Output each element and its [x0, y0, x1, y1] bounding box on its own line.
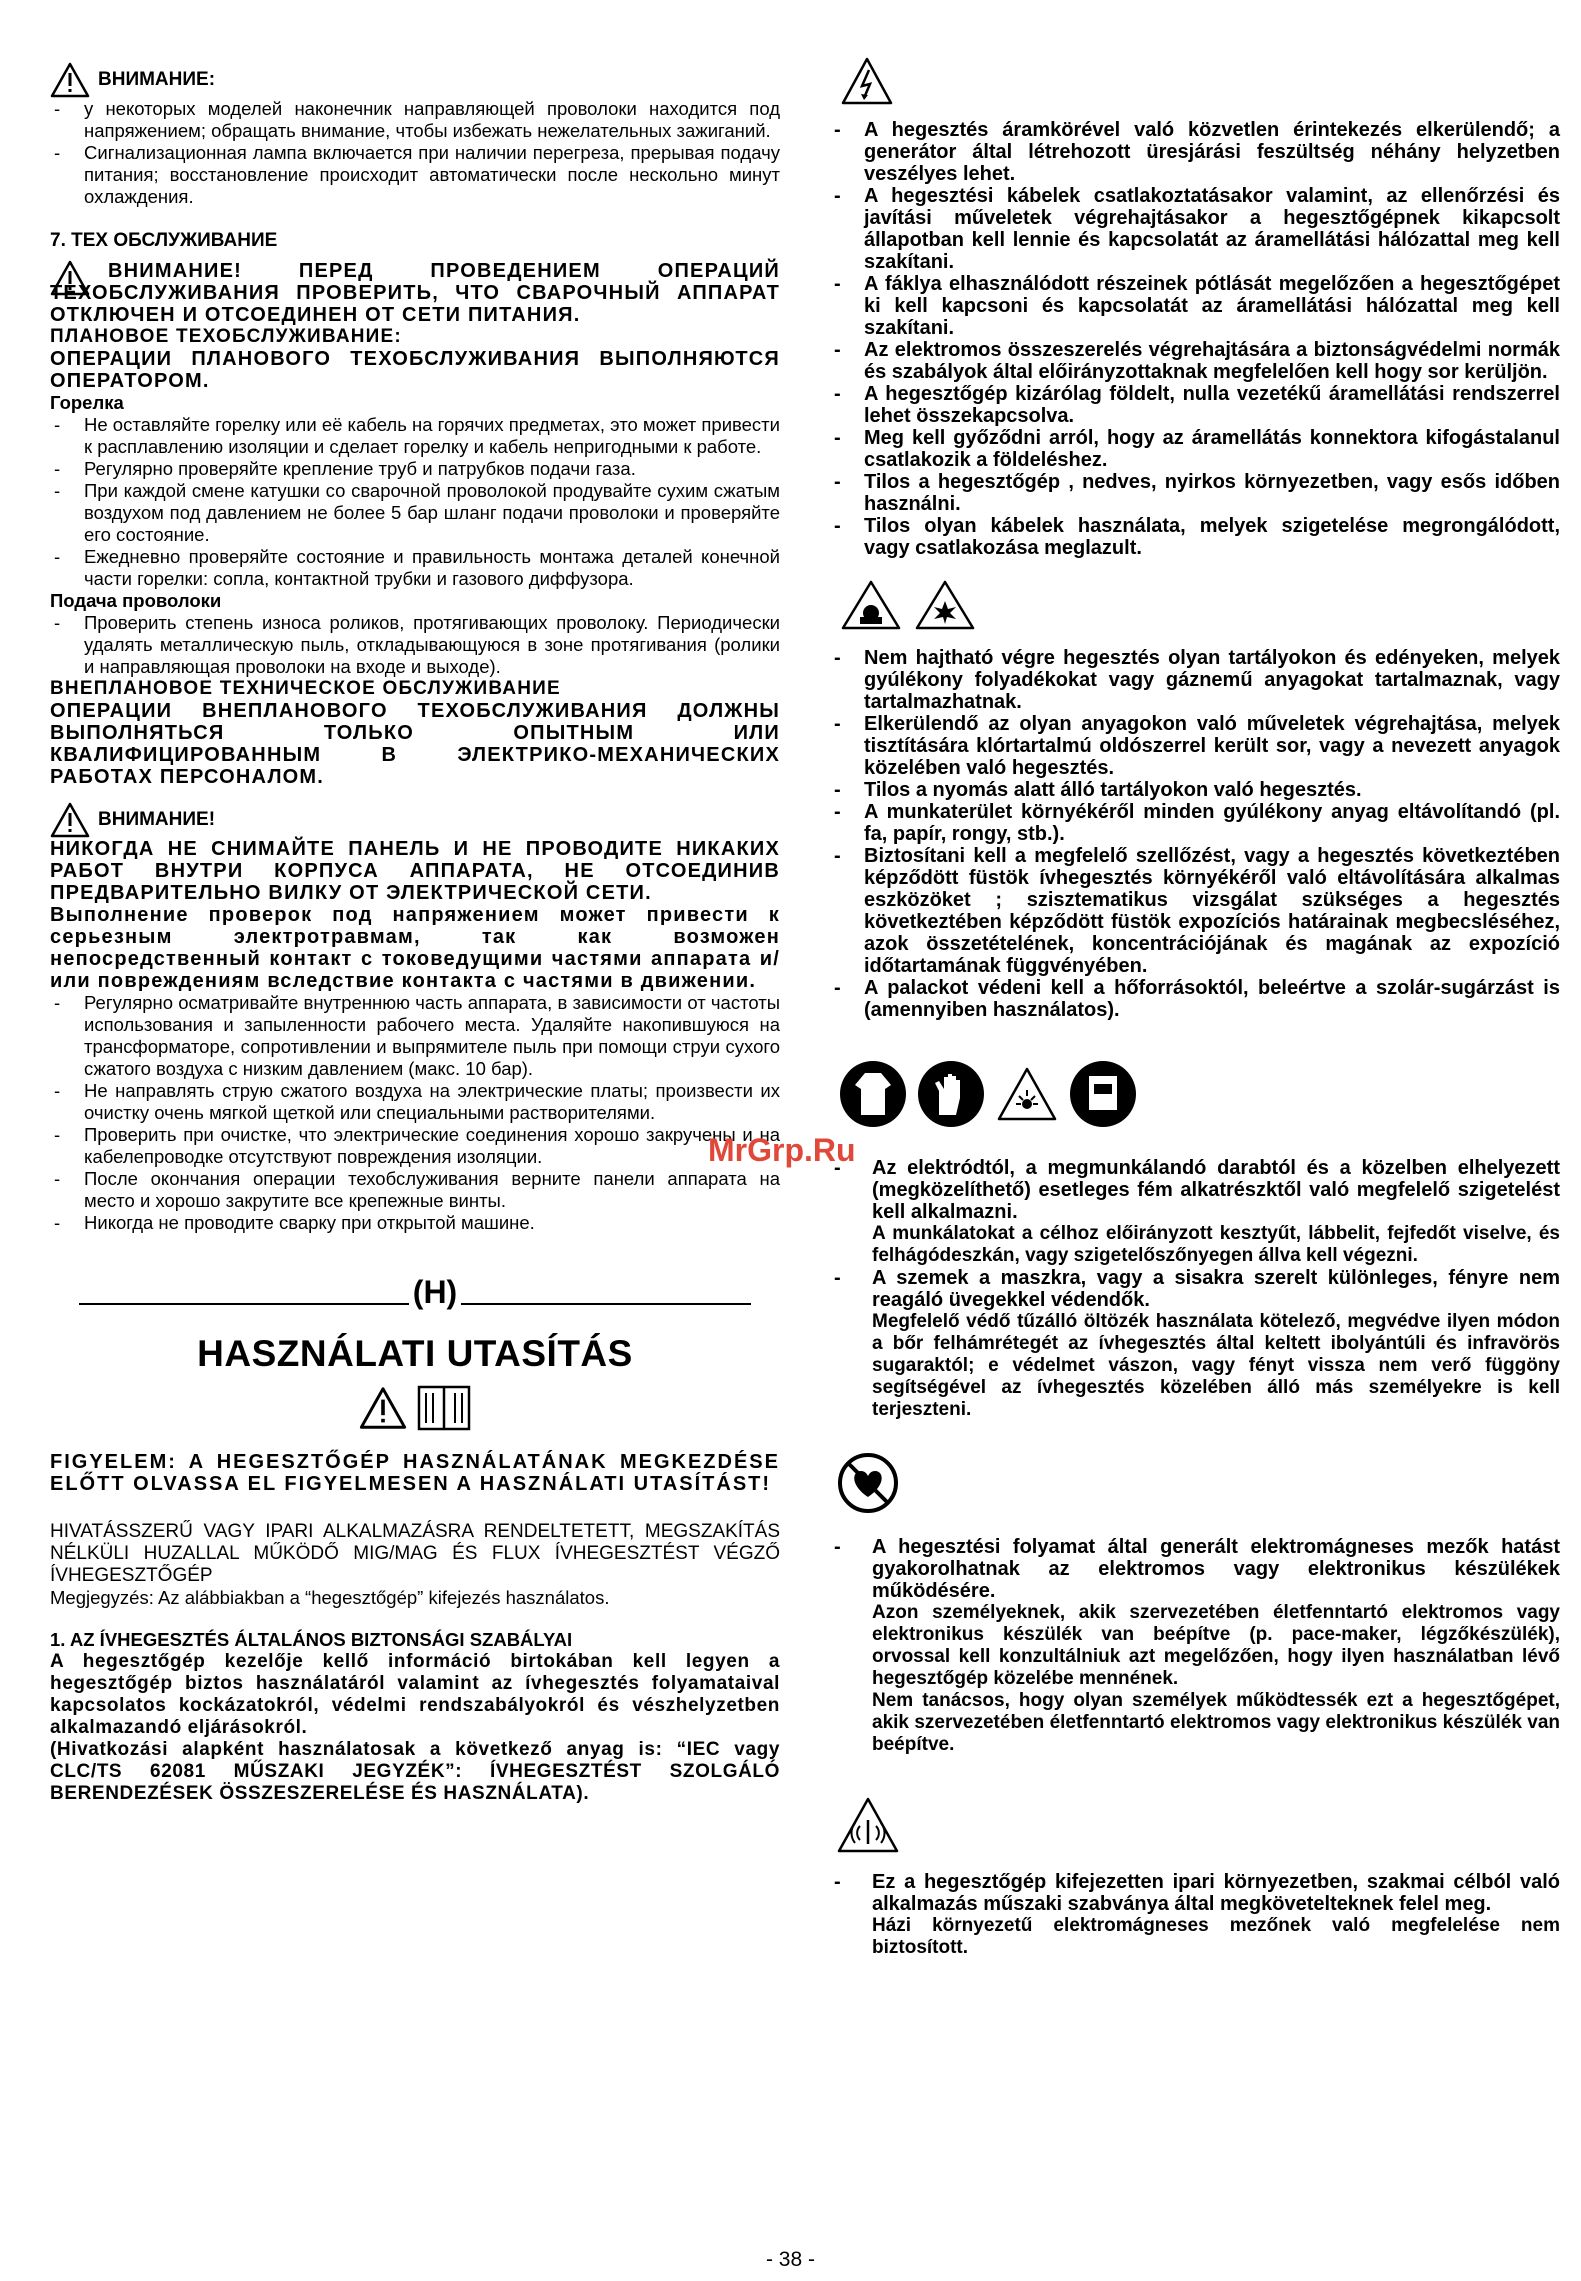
divider-line — [461, 1281, 751, 1305]
list-item: - Meg kell győződni arról, hogy az áramellátás konnektora kifogástalanul csatlakozik a földeléshez. — [830, 427, 1560, 471]
left-column — [50, 62, 780, 1805]
intro-text: HIVATÁSSZERŰ VAGY IPARI ALKALMAZÁSRA RENDELTETETT, MEGSZAKÍTÁS NÉLKÜLI HUZALLAL MŰKÖDŐ MIG/MAG ÉS FLUX ÍVHEGESZTÉST VÉGZŐ ÍVHEGESZTŐGÉP — [50, 1521, 780, 1586]
list-item: - При каждой смене катушки со сварочной проволокой продувайте сухим сжатым воздухом под давлением не более 5 бар шланг подачи проволоки и проверяйте его состояние. — [50, 480, 780, 546]
planned-maintenance-text: ОПЕРАЦИИ ПЛАНОВОГО ТЕХОБСЛУЖИВАНИЯ ВЫПОЛНЯЮТСЯ ОПЕРАТОРОМ. — [50, 348, 780, 392]
radiation-warning-icon — [996, 1063, 1058, 1125]
warning-triangle-icon — [50, 62, 90, 98]
fire-explosion-icons — [840, 579, 1560, 631]
electromagnetic-field-icon — [836, 1796, 900, 1854]
title-icons — [50, 1385, 780, 1431]
list-item: - После окончания операции техобслуживания верните панели аппарата на место и хорошо закрутите все крепежные винты. — [50, 1168, 780, 1212]
section-heading-maintenance: 7. ТЕХ ОБСЛУЖИВАНИЕ — [50, 230, 278, 251]
right-column — [830, 56, 1560, 1959]
warning-title: ВНИМАНИЕ! — [98, 809, 216, 830]
warning-header-2 — [50, 802, 780, 838]
list-item: - Biztosítani kell a megfelelő szellőzést, vagy a hegesztés következtében képződött füstök ívhegesztés környékéről való eltávolítására alkalmas eszközöket ; szisztematikus vizsgálat szükséges a hegesztés következtében képződött füstök expozíciós határainak megbecsléséhez, azok összetételének, koncentrációjának és magának az expozíció időtartamának függvényében. — [830, 845, 1560, 977]
pacemaker-prohibition-icon — [836, 1451, 900, 1515]
unplanned-maintenance-text: ОПЕРАЦИИ ВНЕПЛАНОВОГО ТЕХОБСЛУЖИВАНИЯ ДОЛЖНЫ ВЫПОЛНЯТЬСЯ ТОЛЬКО ОПЫТНЫМ ИЛИ КВАЛИФИЦИРОВАННЫМ В ЭЛЕКТРИКО-МЕХАНИЧЕСКИХ РАБОТАХ ПЕРСОНАЛОМ. — [50, 700, 780, 788]
warning-header-1 — [50, 62, 780, 98]
ppe-list — [830, 1157, 1560, 1421]
electric-shock-icon — [840, 56, 894, 106]
list-item: - A hegesztési kábelek csatlakoztatásakor valamint, az ellenőrzési és javítási műveletek végrehajtásakor a hegesztőgépnek kikapcsolt állapotban kell lennie és kapcsolatát az áramellátási hálózattal meg kell szakítani. — [830, 185, 1560, 273]
list-item: - Не направлять струю сжатого воздуха на электрические платы; произвести их очистку очень мягкой щеткой или специальными растворителями. — [50, 1080, 780, 1124]
list-item: - Az elektromos összeszerelés végrehajtására a biztonságvédelmi normák és szabályok által előirányzottaknak megfelelően kell hogy sor kerüljön. — [830, 339, 1560, 383]
fire-hazards-list — [830, 647, 1560, 1021]
maintenance-warning-text: ВНИМАНИЕ! ПЕРЕД ПРОВЕДЕНИЕМ ОПЕРАЦИЙ ТЕХОБСЛУЖИВАНИЯ ПРОВЕРИТЬ, ЧТО СВАРОЧНЫЙ АППАРАТ ОТКЛЮЧЕН И ОТСОЕДИНЕН ОТ СЕТИ ПИТАНИЯ. — [50, 260, 780, 326]
safety-intro-text: A hegesztőgép kezelője kellő információ birtokában kell legyen a hegesztőgép biztos használatáról valamint az ívhegesztés folyamataival kapcsolatos kockázatokról, védelmi rendszabályokról és vészhelyzetben alkalmazandó eljárásokról. — [50, 1651, 780, 1738]
list-item: - Проверить при очистке, что электрические соединения хорошо закручены и на кабелепроводке отсутствуют повреждения изоляции. — [50, 1124, 780, 1168]
list-item: - Ежедневно проверяйте состояние и правильность монтажа деталей конечной части горелки: сопла, контактной трубки и газового диффузора. — [50, 546, 780, 590]
unplanned-maintenance-heading: ВНЕПЛАНОВОЕ ТЕХНИЧЕСКОЕ ОБСЛУЖИВАНИЕ — [50, 678, 561, 699]
list-item: - A hegesztési folyamat által generált elektromágneses mezők hatást gyakorolhatnak az elektromos vagy elektronikus készülékek működésére. — [830, 1536, 1560, 1602]
list-item: - A fáklya elhasználódott részeinek pótlását megelőzően a hegesztőgépet ki kell kapcsoni és kapcsolatát az áramellátási hálózattal meg kell szakítani. — [830, 273, 1560, 339]
panel-warning-text: НИКОГДА НЕ СНИМАЙТЕ ПАНЕЛЬ И НЕ ПРОВОДИТЕ НИКАКИХ РАБОТ ВНУТРИ КОРПУСА АППАРАТА, НЕ ОТСОЕДИНИВ ПРЕДВАРИТЕЛЬНО ВИЛКУ ОТ ЭЛЕКТРИЧЕСКОЙ СЕТИ. — [50, 838, 780, 904]
note-text: Megjegyzés: Az alábbiakban a “hegesztőgép” kifejezés használatos. — [50, 1587, 610, 1608]
emf-subtext: Nem tanácsos, hogy olyan személyek működtessék ezt a hegesztőgépet, akik szervezetében életfenntartó elektromos vagy elektronikus készülék van beépítve. — [872, 1690, 1560, 1755]
list-item: - Tilos olyan kábelek használata, melyek szigetelése megrongálódott, vagy csatlakozása meglazult. — [830, 515, 1560, 559]
warning-triangle-icon — [359, 1385, 407, 1431]
list-item: - A hegesztés áramkörével való közvetlen érintekezés elkerülendő; a generátor által létrehozott üresjárási feszültség néhány helyzetben veszélyes lehet. — [830, 119, 1560, 185]
attention-text: FIGYELEM: A HEGESZTŐGÉP HASZNÁLATÁNAK MEGKEZDÉSE ELŐTT OLVASSA EL FIGYELMESEN A HASZNÁLATI UTASÍTÁST! — [50, 1451, 780, 1495]
section-heading-safety: 1. AZ ÍVHEGESZTÉS ÁLTALÁNOS BIZTONSÁGI SZABÁLYAI — [50, 1629, 573, 1650]
list-item: - Регулярно осматривайте внутреннюю часть аппарата, в зависимости от частоты использования и запыленности рабочего места. Удаляйте накопившуюся на трансформаторе, сопротивлении и выпрямителе пыль при помощи струи сухого сжатого воздуха с низким давлением (макс. 10 бар). — [50, 992, 780, 1080]
live-check-warning-text: Выполнение проверок под напряжением может привести к серьезным электротравмам, так как возможен непосредственный контакт с токоведущими частями аппарата и/или повреждениям вследствие контакта с частями в движении. — [50, 904, 780, 992]
list-item: - у некоторых моделей наконечник направляющей проволоки находится под напряжением; обращать внимание, чтобы избежать нежелательных зажиганий. — [50, 98, 780, 142]
list-item: - Tilos a nyomás alatt álló tartályokon való hegesztés. — [830, 779, 1560, 801]
ppe-subtext: A munkálatokat a célhoz előirányzott kesztyűt, lábbelit, fejfedőt viselve, és felhágódeszkán, vagy szigetelőszőnyegen állva kell végezni. — [872, 1223, 1560, 1266]
ppe-subtext: Megfelelő védő tűzálló öltözék használata kötelező, megvédve ilyen módon a bőr felhámrétegét az ívhegesztés által keltett ibolyántúli és infravörös sugaraktól; e védelmet vászon, vagy fényt vissza nem verő függöny segítségével az ívhegesztés közelében álló más személyekre is kell terjeszteni. — [872, 1311, 1560, 1420]
explosion-hazard-icon — [914, 579, 976, 631]
industrial-subtext: Házi környezetű elektromágneses mezőnek való megfelelése nem biztosított. — [872, 1915, 1560, 1958]
list-item: - A palackot védeni kell a hőforrásoktól, beleértve a szolár-sugárzást is (amennyiben használatos). — [830, 977, 1560, 1021]
list-item: - Ez a hegesztőgép kifejezetten ipari környezetben, szakmai célból való alkalmazás műszaki szabványa által megkövetelteknek felel meg. — [830, 1871, 1560, 1915]
ppe-icons — [840, 1061, 1560, 1127]
planned-maintenance-heading: ПЛАНОВОЕ ТЕХОБСЛУЖИВАНИЕ: — [50, 326, 402, 347]
protective-gloves-icon — [918, 1061, 984, 1127]
list-item: - Сигнализационная лампа включается при наличии перегреза, прерывая подачу питания; восстановление происходит автоматически после нескольно минут охлаждения. — [50, 142, 780, 208]
fire-hazard-icon — [840, 579, 902, 631]
wire-feed-heading: Подача проволоки — [50, 590, 222, 611]
torch-heading: Горелка — [50, 392, 124, 413]
list-item: - A hegesztőgép kizárólag földelt, nulla vezetékű áramellátási rendszerrel lehet összekapcsolva. — [830, 383, 1560, 427]
list-item: - Не оставляйте горелку или её кабель на горячих предметах, это может привести к расплавлению изоляции и сделает горелку и кабель непригодными к работе. — [50, 414, 780, 458]
language-label: (H) — [412, 1274, 458, 1310]
emf-subtext: Azon személyeknek, akik szervezetében életfenntartó elektromos vagy elektronikus készülék van beépítve (p. pace-maker, légzőkészülék), orvossal kell konzultálniuk azt megelőzően, hogy ilyen használatban lévő hegesztőgép közelébe mennének. — [872, 1602, 1560, 1689]
document-title: HASZNÁLATI UTASÍTÁS — [197, 1333, 633, 1374]
divider-line — [79, 1281, 409, 1305]
list-item: - A munkaterület környékéről minden gyúlékony anyag eltávolítandó (pl. fa, papír, rongy, stb.). — [830, 801, 1560, 845]
language-divider — [50, 1274, 780, 1311]
page-number: - 38 - — [765, 2248, 815, 2271]
emf-list — [830, 1536, 1560, 1756]
list-item: - Регулярно проверяйте крепление труб и патрубков подачи газа. — [50, 458, 780, 480]
list-item: - Tilos a hegesztőgép , nedves, nyirkos környezetben, vagy esős időben használni. — [830, 471, 1560, 515]
list-item: - Elkerülendő az olyan anyagokon való műveletek végrehajtása, melyek tisztítására klórtartalmú oldószerrel került sor, vagy a nevezett anyagok közelében való hegesztés. — [830, 713, 1560, 779]
welding-mask-icon — [1070, 1061, 1136, 1127]
protective-clothing-icon — [840, 1061, 906, 1127]
electric-hazards-list — [830, 119, 1560, 559]
watermark: MrGrp.Ru — [708, 1132, 856, 1168]
list-item: - Az elektródtól, a megmunkálandó darabtól és a közelben elhelyezett (megközelíthető) esetleges fém alkatrészktől való megfelelő szigetelést kell alkalmazni. — [830, 1157, 1560, 1223]
manual-book-icon — [417, 1385, 471, 1431]
industrial-environment-list — [830, 1871, 1560, 1959]
list-item: - Никогда не проводите сварку при открытой машине. — [50, 1212, 780, 1234]
list-item: - A szemek a maszkra, vagy a sisakra szerelt különleges, fényre nem reagáló üvegekkel védendők. — [830, 1267, 1560, 1311]
safety-reference-text: (Hivatkozási alapként használatosak a következő anyag is: “IEC vagy CLC/TS 62081 MŰSZAKI JEGYZÉK”: ÍVHEGESZTÉST SZOLGÁLÓ BERENDEZÉSEK ÖSSZESZERELÉSE ÉS HASZNÁLATA). — [50, 1739, 780, 1804]
list-item: - Nem hajtható végre hegesztés olyan tartályokon és edényeken, melyek gyúlékony folyadékokat vagy gáznemű anyagokat tartalmaznak, vagy tartalmazhatnak. — [830, 647, 1560, 713]
warning-triangle-icon — [50, 802, 90, 838]
warning-title: ВНИМАНИЕ: — [98, 69, 216, 90]
list-item: - Проверить степень износа роликов, протягивающих проволоку. Периодически удалять металлическую пыль, откладывающуюся в зоне протягивания (ролики и направляющая проволоки на входе и выходе). — [50, 612, 780, 678]
